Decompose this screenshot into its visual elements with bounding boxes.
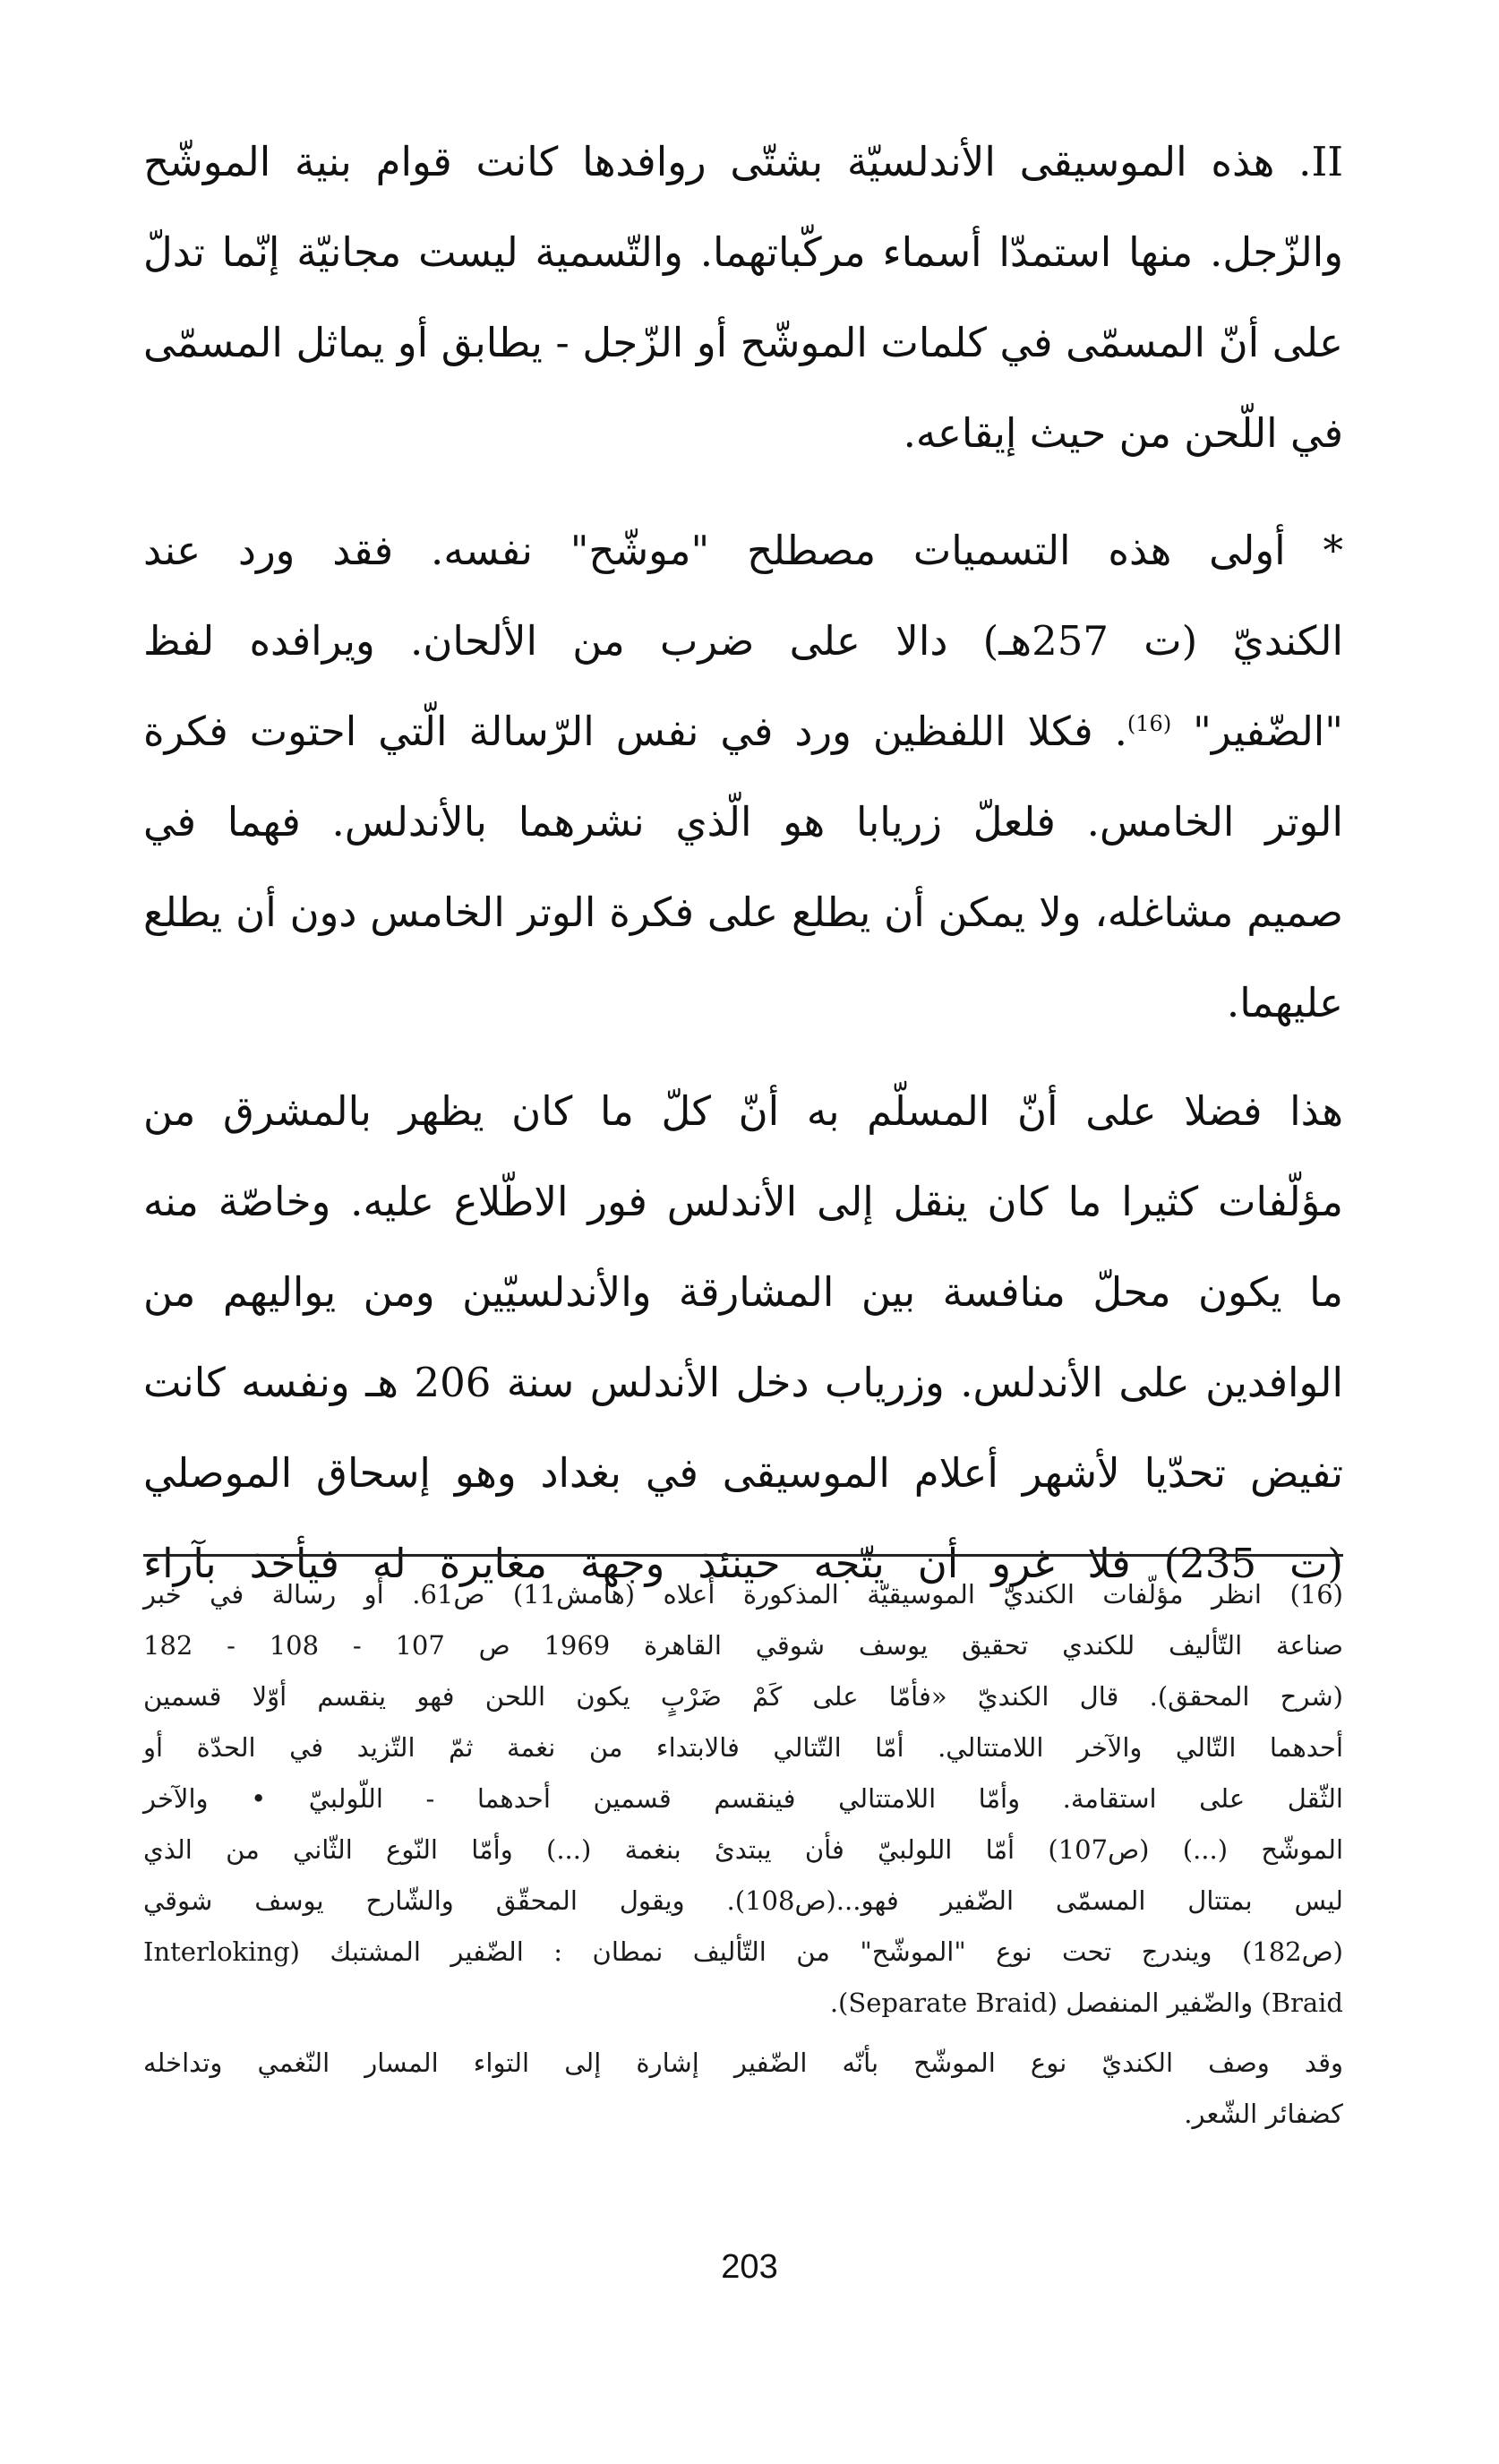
footnote-line: الثّقل على استقامة. وأمّا اللامتتالي فينقسم قسمين أحدهما - اللّولبيّ • والآخر xyxy=(143,1783,1343,1814)
quoted-term: "الضّفير" xyxy=(1193,708,1343,755)
footnote-line: صناعة التّأليف للكندي تحقيق يوسف شوقي القاهرة 1969 ص 107 - 108 - 182 xyxy=(143,1630,1343,1661)
text-line: الوافدين على الأندلس. وزرياب دخل الأندلس سنة 206 هـ ونفسه كانت xyxy=(143,1359,1343,1406)
text-line: عليهما. xyxy=(1226,979,1343,1026)
paragraph-2 xyxy=(143,505,1343,1048)
text-line: صميم مشاغله، ولا يمكن أن يطلع على فكرة الوتر الخامس دون أن يطلع xyxy=(143,889,1343,936)
text-line-with-note xyxy=(143,686,1343,777)
text-line: الكنديّ (ت 257هـ) دالا على ضرب من الألحان. ويرافده لفظ xyxy=(143,617,1343,665)
footnote-line: (16) انظر مؤلّفات الكنديّ الموسيقيّة المذكورة أعلاه (هامش11) ص61. أو رسالة في خبر xyxy=(143,1579,1343,1610)
footnote-line: الموشّح (...) (ص107) أمّا اللولبيّ فأن يبتدئ بنغمة (...) وأمّا النّوع الثّاني من الذي xyxy=(143,1834,1343,1865)
footnote-line: أحدهما التّالي والآخر اللامتتالي. أمّا التّتالي فالابتداء من نغمة ثمّ التّزيد في الحدّة أو xyxy=(143,1732,1343,1763)
footnote-line: كضفائر الشّعر. xyxy=(1184,2099,1343,2129)
text-line: تفيض تحدّيا لأشهر أعلام الموسيقى في بغداد وهو إسحاق الموصلي xyxy=(143,1449,1343,1497)
text-segment: . فكلا اللفظين ورد في نفس الرّسالة الّتي احتوت فكرة xyxy=(143,708,1127,755)
footnote-line: Braid) والضّفير المنفصل (Separate Braid). xyxy=(829,1988,1343,2018)
footnote-line: (شرح المحقق). قال الكنديّ «فأمّا على كَمْ ضَرْبٍ يكون اللحن فهو ينقسم أوّلا قسمين xyxy=(143,1681,1343,1712)
footnote-line: وقد وصف الكنديّ نوع الموشّح بأنّه الضّفير إشارة إلى التواء المسار النّغمي وتداخله xyxy=(143,2048,1343,2078)
footnote-line: ليس بمتتال المسمّى الضّفير فهو...(ص108). ويقول المحقّق والشّارح يوسف شوقي xyxy=(143,1885,1344,1916)
footnote-line: (ص182) ويندرج تحت نوع "الموشّح" من التّأليف نمطان : الضّفير المشتبك (Interloking xyxy=(143,1936,1343,1967)
text-line: على أنّ المسمّى في كلمات الموشّح أو الزّجل - يطابق أو يماثل المسمّى xyxy=(143,319,1343,366)
text-line: (ت 235) فلا غرو أن يتّجه حينئذ وجهة مغايرة له فيأخذ بآراء xyxy=(143,1540,1343,1587)
paragraph-3 xyxy=(143,1066,1343,1609)
footnotes xyxy=(143,1569,1343,2140)
text-line: هذا فضلا على أنّ المسلّم به أنّ كلّ ما كان يظهر بالمشرق من xyxy=(143,1087,1343,1135)
text-line: مؤلّفات كثيرا ما كان ينقل إلى الأندلس فور الاطّلاع عليه. وخاصّة منه xyxy=(143,1178,1343,1225)
page-number: 203 xyxy=(721,2248,778,2286)
text-line: II. هذه الموسيقى الأندلسيّة بشتّى روافدها كانت قوام بنية الموشّح xyxy=(143,138,1343,185)
footnote-reference: (16) xyxy=(1126,711,1172,736)
text-line: * أولى هذه التسميات مصطلح "موشّح" نفسه. فقد ورد عند xyxy=(143,527,1343,574)
text-line: والزّجل. منها استمدّا أسماء مركّباتهما. والتّسمية ليست مجانيّة إنّما تدلّ xyxy=(143,228,1343,276)
paragraph-1 xyxy=(143,116,1343,478)
text-line: الوتر الخامس. فلعلّ زريابا هو الّذي نشرهما بالأندلس. فهما في xyxy=(143,798,1343,846)
main-text xyxy=(143,116,1343,1609)
text-line: في اللّحن من حيث إيقاعه. xyxy=(903,409,1343,457)
text-line: ما يكون محلّ منافسة بين المشارقة والأندلسيّين ومن يواليهم من xyxy=(143,1268,1343,1316)
footnote-divider xyxy=(143,1554,1343,1557)
